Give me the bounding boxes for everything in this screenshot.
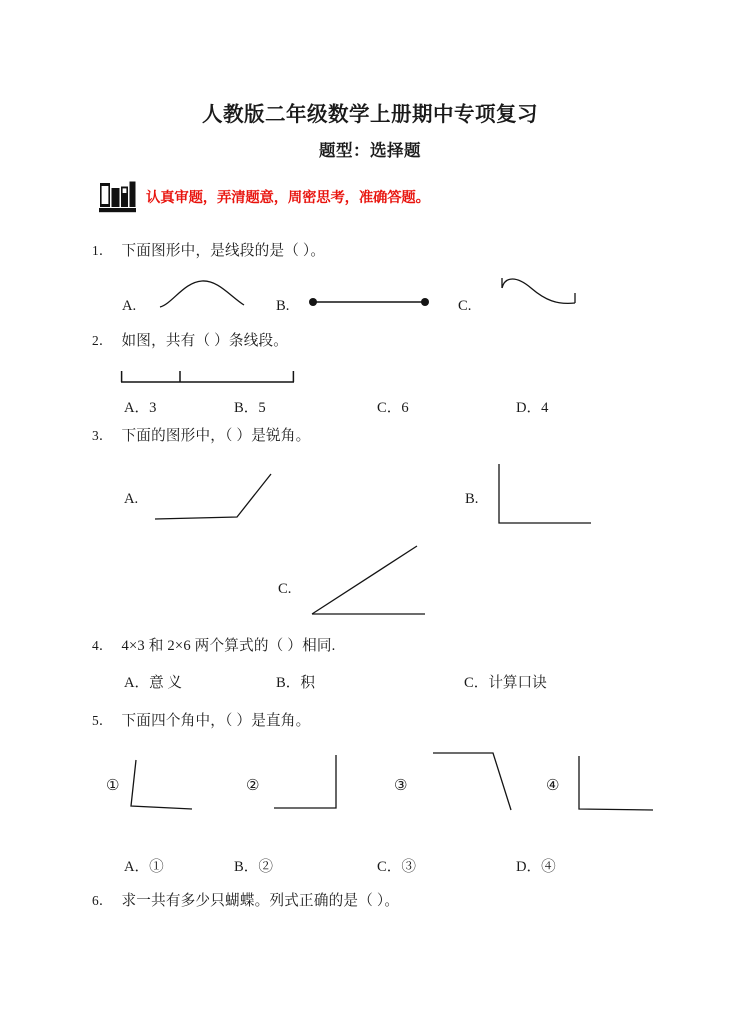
question-1-text: 下面图形中，是线段的是（ ）。 [121, 243, 326, 259]
question-1-number: 1． [92, 243, 113, 258]
q5-figure-3-obtuse-angle [430, 748, 520, 816]
q4-option-b[interactable]: B．积 [276, 675, 315, 691]
q4-option-c[interactable]: C．计算口诀 [464, 675, 547, 691]
page-subtitle: 题型：选择题 [319, 141, 421, 160]
question-2-text: 如图，共有（ ）条线段。 [121, 333, 289, 349]
q4-option-a[interactable]: A．意 义 [124, 675, 182, 691]
q1-figure-b-line-segment [308, 296, 430, 308]
books-icon [99, 180, 137, 213]
question-4 [92, 634, 336, 655]
q3-figure-c-acute-angle [307, 543, 429, 619]
question-2 [92, 329, 288, 350]
question-5 [92, 709, 310, 730]
q3-option-a-label: A. [124, 491, 139, 507]
q5-option-a[interactable]: A．① [124, 859, 164, 875]
question-1 [92, 239, 325, 260]
question-6 [92, 889, 399, 910]
q2-figure-segment-three-ticks [118, 366, 298, 388]
q2-option-c[interactable]: C．6 [377, 400, 409, 416]
q1-figure-a-arc-curve [158, 278, 246, 310]
q3-option-c-label: C. [278, 581, 292, 597]
q3-figure-b-right-angle [495, 462, 595, 528]
notice-banner [99, 180, 430, 213]
q1-option-a-label: A. [122, 298, 137, 314]
q5-figure-2-right-angle-open-left [268, 752, 346, 814]
q3-figure-a-obtuse-angle [152, 466, 277, 526]
question-3-text: 下面的图形中，（ ）是锐角。 [121, 428, 311, 444]
question-3-number: 3． [92, 428, 113, 443]
question-5-text: 下面四个角中，（ ）是直角。 [121, 713, 311, 729]
q5-figure-1-number: ① [106, 776, 120, 794]
q2-option-b[interactable]: B．5 [234, 400, 266, 416]
q5-figure-2-number: ② [246, 776, 260, 794]
question-4-text: 4×3 和 2×6 两个算式的（ ）相同. [121, 638, 336, 654]
q1-figure-c-s-curve [495, 272, 587, 314]
question-5-number: 5． [92, 713, 113, 728]
q5-figure-4-number: ④ [546, 776, 560, 794]
q5-option-d[interactable]: D．④ [516, 859, 556, 875]
question-4-number: 4． [92, 638, 113, 653]
q5-figure-3-number: ③ [394, 776, 408, 794]
question-2-number: 2． [92, 333, 113, 348]
q5-option-c[interactable]: C．③ [377, 859, 416, 875]
q2-option-a[interactable]: A．3 [124, 400, 157, 416]
q3-option-b-label: B. [465, 491, 479, 507]
q5-figure-4-right-angle-open-right [574, 753, 656, 815]
q1-option-c-label: C. [458, 298, 472, 314]
q5-option-b[interactable]: B．② [234, 859, 273, 875]
q2-option-d[interactable]: D．4 [516, 400, 549, 416]
page-title: 人教版二年级数学上册期中专项复习 [202, 104, 538, 126]
notice-text: 认真审题，弄清题意，周密思考，准确答题。 [146, 190, 430, 206]
q5-figure-1-narrow-angle [126, 757, 196, 815]
question-3 [92, 424, 310, 445]
question-6-number: 6． [92, 893, 113, 908]
q1-option-b-label: B. [276, 298, 290, 314]
question-6-text: 求一共有多少只蝴蝶。列式正确的是（ ）。 [121, 893, 400, 909]
